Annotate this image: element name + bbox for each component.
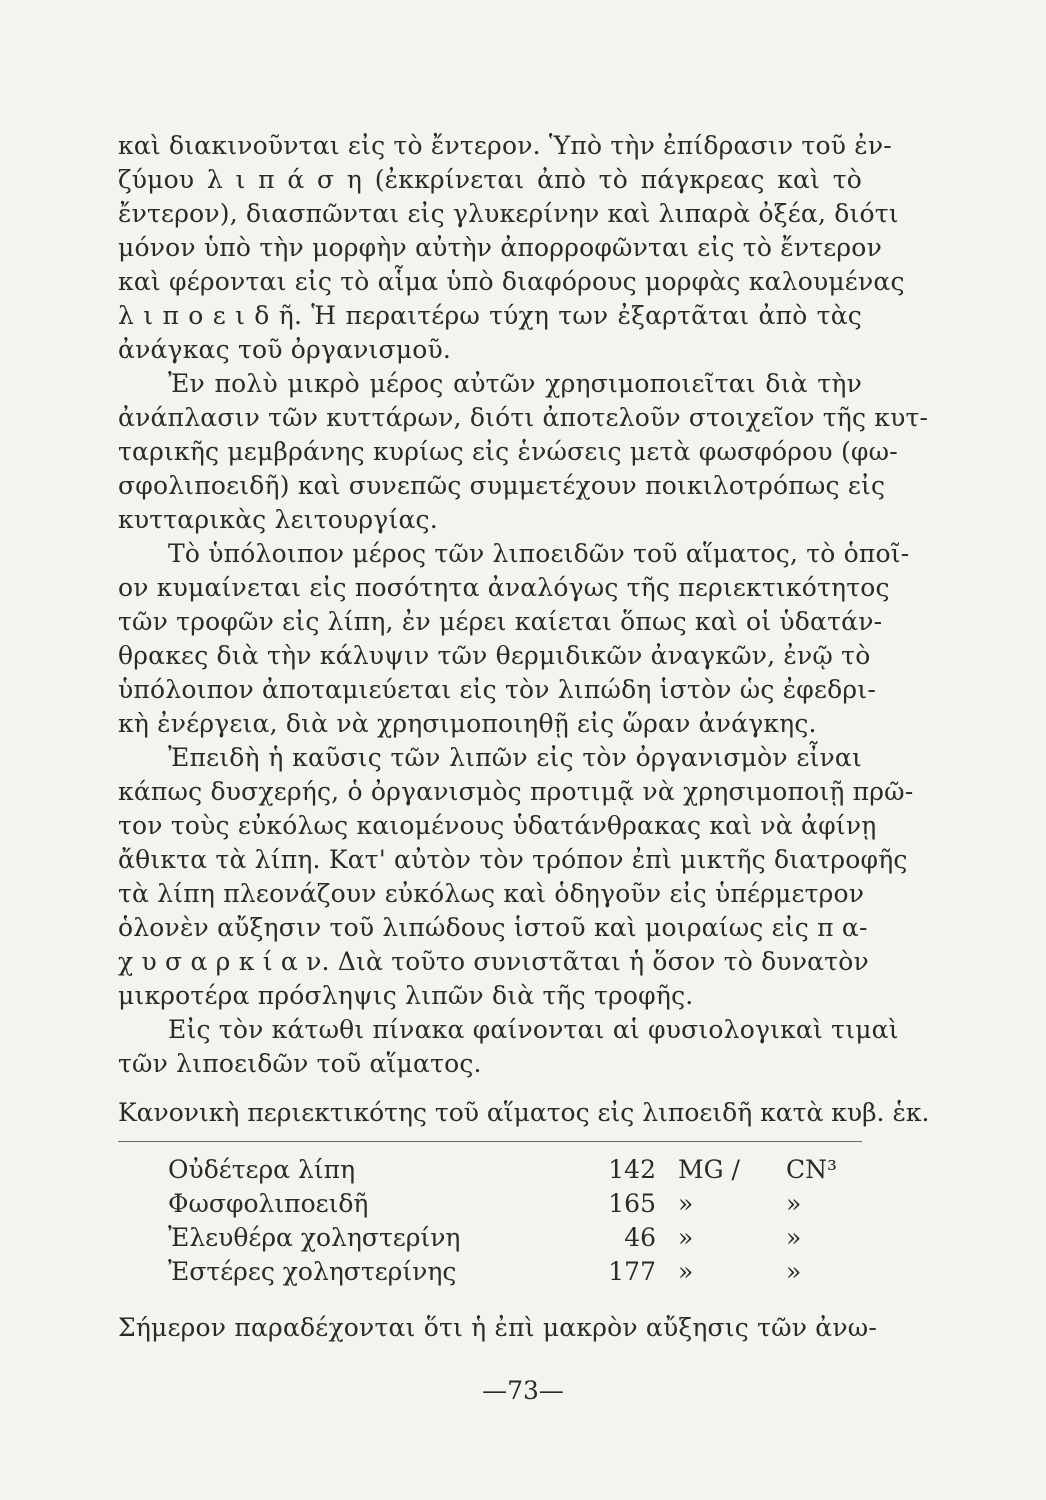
text-line: τον τοὺς εὐκόλως καιομένους ὑδατάνθρακας καὶ νὰ ἀφίνῃ bbox=[118, 811, 877, 840]
text-line: λ ι π ο ε ι δ ῆ. Ἡ περαιτέρω τύχη των ἐξαρτᾶται ἀπὸ τὰς bbox=[118, 301, 862, 330]
text-line: ὑπόλοιπον ἀποταμιεύεται εἰς τὸν λιπώδη ἱστὸν ὡς ἐφεδρι- bbox=[118, 675, 876, 704]
text-line: ἀνάγκας τοῦ ὀργανισμοῦ. bbox=[118, 335, 452, 364]
row-value: 142 bbox=[608, 1155, 656, 1184]
table-caption: Κανονικὴ περιεκτικότης τοῦ αἵματος εἰς λιποειδῆ κατὰ κυβ. ἑκ. bbox=[118, 1098, 930, 1127]
text-line: χ υ σ α ρ κ ί α ν. Διὰ τοῦτο συνιστᾶται ἡ ὅσον τὸ δυνατὸν bbox=[118, 947, 869, 976]
text-line: καὶ φέρονται εἰς τὸ αἷμα ὑπὸ διαφόρους μορφὰς καλουμένας bbox=[118, 267, 905, 296]
text-line: κάπως δυσχερής, ὁ ὀργανισμὸς προτιμᾷ νὰ χρησιμοποιῇ πρῶ- bbox=[118, 777, 914, 806]
row-unit-2: » bbox=[786, 1189, 802, 1218]
table-rule bbox=[118, 1141, 862, 1142]
row-unit: » bbox=[678, 1257, 694, 1286]
row-value: 177 bbox=[608, 1257, 656, 1286]
text-line: κυτταρικὰς λειτουργίας. bbox=[118, 505, 438, 534]
row-unit-2: » bbox=[786, 1257, 802, 1286]
text-line: τῶν λιποειδῶν τοῦ αἵματος. bbox=[118, 1049, 482, 1078]
text-line: Τὸ ὑπόλοιπον μέρος τῶν λιποειδῶν τοῦ αἵματος, τὸ ὁποῖ- bbox=[168, 539, 910, 568]
row-label: Ἐλευθέρα χοληστερίνη bbox=[168, 1223, 461, 1252]
text-line: τὰ λίπη πλεονάζουν εὐκόλως καὶ ὁδηγοῦν εἰς ὑπέρμετρον bbox=[118, 879, 865, 908]
row-label: Φωσφολιποειδῆ bbox=[168, 1189, 369, 1218]
text-line: Ἐπειδὴ ἡ καῦσις τῶν λιπῶν εἰς τὸν ὀργανισμὸν εἶναι bbox=[168, 743, 862, 772]
row-unit-2: CN³ bbox=[786, 1155, 838, 1184]
text-line: ὁλονὲν αὔξησιν τοῦ λιπώδους ἱστοῦ καὶ μοιραίως εἰς π α- bbox=[118, 913, 868, 942]
text-line: ταρικῆς μεμβράνης κυρίως εἰς ἑνώσεις μετὰ φωσφόρου (φω- bbox=[118, 437, 898, 466]
text-line: ον κυμαίνεται εἰς ποσότητα ἀναλόγως τῆς περιεκτικότητος bbox=[118, 573, 890, 602]
text-line: ἔντερον), διασπῶνται εἰς γλυκερίνην καὶ λιπαρὰ ὀξέα, διότι bbox=[118, 199, 899, 228]
text-line: τῶν τροφῶν εἰς λίπη, ἐν μέρει καίεται ὅπως καὶ οἱ ὑδατάν- bbox=[118, 607, 883, 636]
text-line: μόνον ὑπὸ τὴν μορφὴν αὐτὴν ἀπορροφῶνται εἰς τὸ ἔντερον bbox=[118, 233, 882, 262]
page-number: —73— bbox=[482, 1376, 564, 1405]
row-unit: » bbox=[678, 1223, 694, 1252]
text-line: Εἰς τὸν κάτωθι πίνακα φαίνονται αἱ φυσιολογικαὶ τιμαὶ bbox=[168, 1015, 899, 1044]
text-line: καὶ διακινοῦνται εἰς τὸ ἔντερον. Ὑπὸ τὴν ἐπίδρασιν τοῦ ἐν- bbox=[118, 131, 892, 160]
row-unit: MG / bbox=[678, 1155, 740, 1184]
text-line: θρακες διὰ τὴν κάλυψιν τῶν θερμιδικῶν ἀναγκῶν, ἐνῷ τὸ bbox=[118, 641, 871, 670]
text-line: κὴ ἐνέργεια, διὰ νὰ χρησιμοποιηθῇ εἰς ὥραν ἀνάγκης. bbox=[118, 709, 817, 738]
row-label: Ἐστέρες χοληστερίνης bbox=[168, 1257, 457, 1286]
text-line: ἀνάπλασιν τῶν κυττάρων, διότι ἀποτελοῦν στοιχεῖον τῆς κυτ- bbox=[118, 403, 929, 432]
row-label: Οὐδέτερα λίπη bbox=[168, 1155, 356, 1184]
text-line: σφολιποειδῆ) καὶ συνεπῶς συμμετέχουν ποικιλοτρόπως εἰς bbox=[118, 471, 886, 500]
text-line: Ἐν πολὺ μικρὸ μέρος αὐτῶν χρησιμοποιεῖται διὰ τὴν bbox=[168, 369, 862, 398]
text-line: ἄθικτα τὰ λίπη. Κατ' αὐτὸν τὸν τρόπον ἐπὶ μικτῆς διατροφῆς bbox=[118, 845, 908, 874]
row-value: 46 bbox=[624, 1223, 656, 1252]
text-line: μικροτέρα πρόσληψις λιπῶν διὰ τῆς τροφῆς. bbox=[118, 981, 694, 1010]
row-unit-2: » bbox=[786, 1223, 802, 1252]
text-line: ζύμου λ ι π ά σ η (ἐκκρίνεται ἀπὸ τὸ πάγκρεας καὶ τὸ bbox=[118, 165, 862, 194]
row-unit: » bbox=[678, 1189, 694, 1218]
text-line: Σήμερον παραδέχονται ὅτι ἡ ἐπὶ μακρὸν αὔξησις τῶν ἀνω- bbox=[118, 1313, 878, 1342]
row-value: 165 bbox=[608, 1189, 656, 1218]
